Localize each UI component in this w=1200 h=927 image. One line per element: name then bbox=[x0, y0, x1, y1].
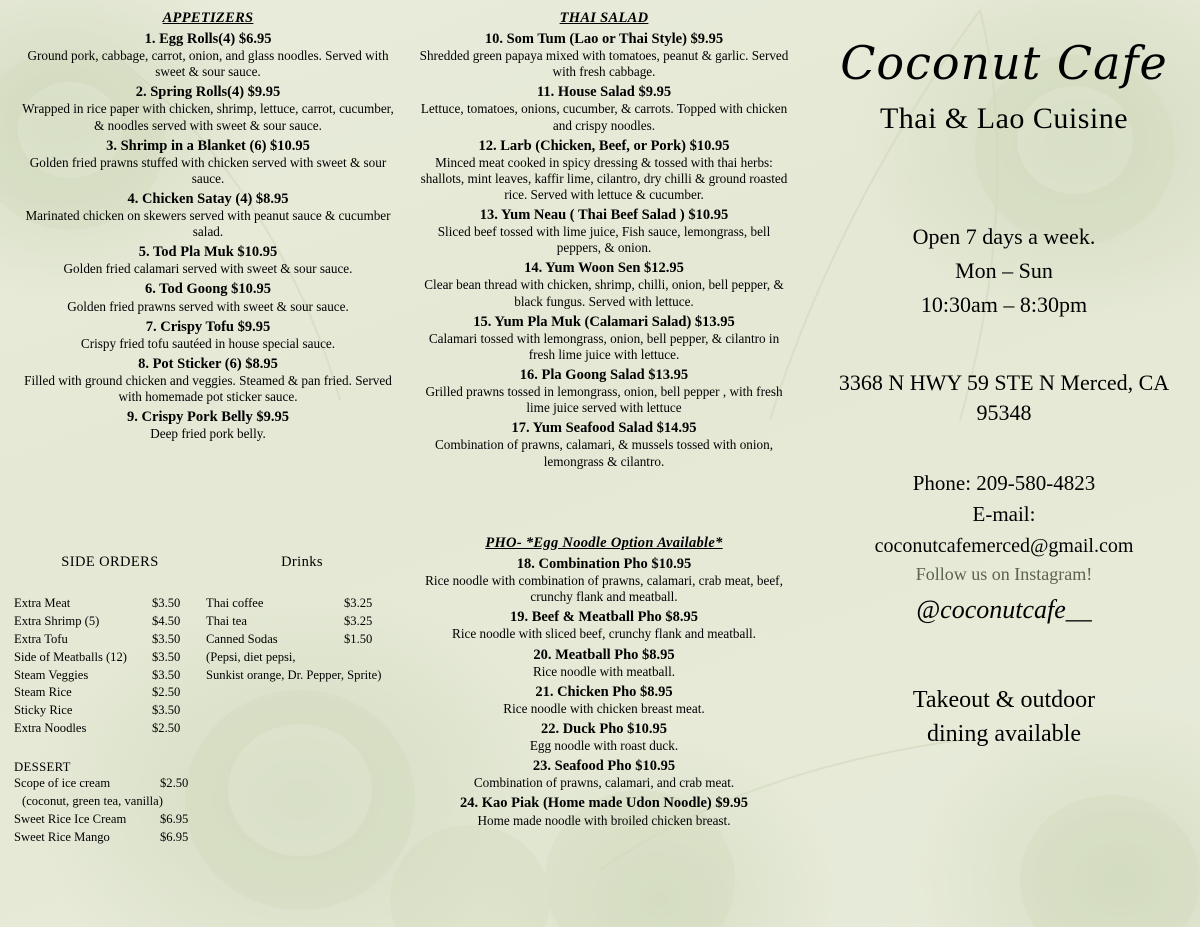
menu-item-name: 1. Egg Rolls(4) $6.95 bbox=[144, 31, 272, 47]
side-order-price: $3.50 bbox=[152, 703, 181, 718]
menu-item-desc: Shredded green papaya mixed with tomatoes, peanut & garlic. Served with fresh cabbage. bbox=[419, 48, 789, 80]
side-order-price: $2.50 bbox=[152, 685, 181, 700]
restaurant-tagline: Thai & Lao Cuisine bbox=[879, 102, 1129, 135]
side-orders-list bbox=[14, 595, 206, 738]
dessert-note: (coconut, green tea, vanilla) bbox=[22, 793, 163, 808]
drink-name: Thai tea bbox=[206, 613, 247, 628]
menu-item-desc: Rice noodle with sliced beef, crunchy flank and meatball. bbox=[452, 626, 756, 642]
side-order-name: Steam Veggies bbox=[14, 667, 89, 682]
price-row bbox=[14, 720, 206, 738]
drink-price: $3.25 bbox=[344, 596, 373, 610]
menu-item-desc: Egg noodle with roast duck. bbox=[529, 738, 679, 754]
menu-item-desc: Grilled prawns tossed in lemongrass, onion, bell pepper , with fresh lime juice served with lettuce bbox=[425, 384, 783, 416]
menu-item-name: 14. Yum Woon Sen $12.95 bbox=[524, 260, 684, 277]
menu-item-desc: Golden fried prawns served with sweet & sour sauce. bbox=[67, 298, 349, 314]
thai-salad-heading: THAI SALAD bbox=[559, 10, 649, 26]
hours-block bbox=[812, 220, 1196, 322]
pho-heading: PHO- *Egg Noodle Option Available* bbox=[485, 535, 723, 551]
menu-item-desc: Filled with ground chicken and veggies. Steamed & pan fried. Served with homemade pot sticker sauce. bbox=[24, 373, 392, 405]
side-order-name: Extra Meat bbox=[14, 596, 71, 610]
side-order-price: $4.50 bbox=[152, 613, 181, 628]
side-order-name: Steam Rice bbox=[14, 685, 72, 700]
price-row bbox=[206, 595, 398, 613]
menu-item-desc: Marinated chicken on skewers served with peanut sauce & cucumber salad. bbox=[25, 208, 391, 240]
menu-item-desc: Calamari tossed with lemongrass, onion, bell pepper, & cilantro in fresh lime juice with lettuce. bbox=[428, 330, 780, 362]
price-row bbox=[14, 667, 206, 685]
appetizers-heading: APPETIZERS bbox=[162, 10, 254, 26]
menu-item-desc: Clear bean thread with chicken, shrimp, chilli, onion, bell pepper, & black fungus. Served with lettuce. bbox=[424, 277, 784, 309]
menu-item-name: 3. Shrimp in a Blanket (6) $10.95 bbox=[106, 137, 310, 154]
price-row bbox=[14, 631, 206, 649]
menu-item-desc: Ground pork, cabbage, carrot, onion, and glass noodles. Served with sweet & sour sauce. bbox=[27, 48, 389, 80]
menu-item-desc: Minced meat cooked in spicy dressing & tossed with thai herbs: shallots, mint leaves, kaffir lime, cilantro, dry chilli & ground roasted rice. Served with lettuce & cucumber. bbox=[420, 154, 788, 202]
menu-item-name: 18. Combination Pho $10.95 bbox=[516, 556, 692, 572]
phone-number[interactable]: Phone: 209-580-4823 bbox=[912, 470, 1096, 495]
side-order-name: Sticky Rice bbox=[14, 703, 73, 718]
hours-line-2: Mon – Sun bbox=[955, 258, 1053, 284]
appetizers-section bbox=[8, 10, 408, 444]
hours-line-3: 10:30am – 8:30pm bbox=[920, 292, 1088, 318]
side-order-name: Extra Shrimp (5) bbox=[14, 613, 100, 628]
side-order-price: $3.50 bbox=[152, 667, 181, 682]
menu-item-desc: Rice noodle with meatball. bbox=[532, 663, 676, 679]
menu-item-desc: Rice noodle with combination of prawns, calamari, crab meat, beef, crunchy flank and meatball. bbox=[425, 573, 783, 605]
dessert-name: Sweet Rice Mango bbox=[14, 829, 110, 844]
price-row bbox=[14, 829, 214, 847]
dessert-price: $6.95 bbox=[160, 829, 189, 844]
menu-item-name: 12. Larb (Chicken, Beef, or Pork) $10.95 bbox=[478, 137, 730, 154]
price-row bbox=[14, 595, 206, 613]
side-order-name: Extra Tofu bbox=[14, 631, 68, 646]
menu-item-desc: Rice noodle with chicken breast meat. bbox=[503, 700, 705, 716]
contact-block bbox=[812, 468, 1196, 629]
menu-item-name: 10. Som Tum (Lao or Thai Style) $9.95 bbox=[484, 31, 724, 47]
thai-salad-section bbox=[404, 10, 804, 472]
dessert-section bbox=[14, 760, 214, 847]
menu-item-desc: Combination of prawns, calamari, and crab meat. bbox=[473, 775, 735, 791]
price-row bbox=[14, 811, 214, 829]
price-row bbox=[206, 631, 398, 649]
side-orders-heading: SIDE ORDERS bbox=[61, 554, 159, 570]
email-label: E-mail: bbox=[972, 502, 1036, 527]
drinks-note-line2: Sunkist orange, Dr. Pepper, Sprite) bbox=[206, 667, 382, 682]
dessert-price: $6.95 bbox=[160, 811, 189, 826]
menu-item-name: 15. Yum Pla Muk (Calamari Salad) $13.95 bbox=[473, 313, 735, 330]
pho-section bbox=[404, 535, 804, 831]
side-orders-drinks-section bbox=[14, 540, 404, 847]
takeout-block bbox=[812, 683, 1196, 753]
side-order-name: Extra Noodles bbox=[14, 721, 87, 736]
dessert-heading: DESSERT bbox=[14, 760, 71, 774]
dessert-price: $2.50 bbox=[160, 776, 189, 790]
instagram-follow-text: Follow us on Instagram! bbox=[915, 563, 1093, 584]
hours-line-1: Open 7 days a week. bbox=[912, 224, 1096, 249]
menu-item-name: 16. Pla Goong Salad $13.95 bbox=[519, 366, 689, 383]
dessert-name: Scope of ice cream bbox=[14, 776, 111, 790]
drinks-heading: Drinks bbox=[281, 554, 323, 570]
price-row bbox=[14, 702, 206, 720]
menu-item-desc: Combination of prawns, calamari, & mussels tossed with onion, lemongrass & cilantro. bbox=[434, 437, 774, 469]
address-line-2: 95348 bbox=[976, 399, 1032, 425]
menu-item-name: 8. Pot Sticker (6) $8.95 bbox=[138, 355, 278, 372]
menu-item-desc: Deep fried pork belly. bbox=[150, 426, 266, 442]
menu-item-name: 24. Kao Piak (Home made Udon Noodle) $9.95 bbox=[460, 795, 748, 812]
instagram-handle[interactable]: @coconutcafe__ bbox=[916, 594, 1092, 624]
price-row bbox=[206, 613, 398, 631]
takeout-line-1: Takeout & outdoor bbox=[912, 686, 1096, 713]
menu-item-name: 7. Crispy Tofu $9.95 bbox=[145, 318, 271, 335]
side-order-price: $3.50 bbox=[152, 631, 181, 646]
drink-name: Thai coffee bbox=[206, 596, 264, 610]
menu-item-name: 4. Chicken Satay (4) $8.95 bbox=[127, 190, 289, 207]
menu-item-name: 20. Meatball Pho $8.95 bbox=[533, 646, 675, 663]
price-row bbox=[14, 684, 206, 702]
restaurant-info-panel bbox=[812, 14, 1196, 752]
takeout-line-2: dining available bbox=[927, 721, 1081, 748]
email-address[interactable]: coconutcafemerced@gmail.com bbox=[874, 534, 1134, 557]
menu-item-desc: Lettuce, tomatoes, onions, cucumber, & carrots. Topped with chicken and crispy noodles. bbox=[420, 101, 788, 133]
menu-item-name: 22. Duck Pho $10.95 bbox=[540, 720, 668, 737]
menu-item-name: 13. Yum Neau ( Thai Beef Salad ) $10.95 bbox=[479, 207, 729, 224]
address-line-1: 3368 N HWY 59 STE N Merced, CA bbox=[838, 370, 1170, 396]
price-row bbox=[14, 613, 206, 631]
side-order-price: $3.50 bbox=[152, 596, 181, 610]
drink-name: Canned Sodas bbox=[206, 631, 278, 646]
drink-price: $3.25 bbox=[344, 613, 373, 628]
side-order-price: $2.50 bbox=[152, 721, 181, 736]
menu-item-desc: Golden fried prawns stuffed with chicken served with sweet & sour sauce. bbox=[29, 154, 387, 186]
menu-item-desc: Sliced beef tossed with lime juice, Fish sauce, lemongrass, bell peppers, & onion. bbox=[437, 224, 771, 256]
dessert-name: Sweet Rice Ice Cream bbox=[14, 811, 127, 826]
restaurant-name: Coconut Cafe bbox=[840, 36, 1168, 90]
menu-item-name: 5. Tod Pla Muk $10.95 bbox=[138, 244, 278, 261]
side-order-name: Side of Meatballs (12) bbox=[14, 649, 127, 664]
drink-price: $1.50 bbox=[344, 631, 373, 646]
menu-item-desc: Home made noodle with broiled chicken breast. bbox=[477, 812, 731, 828]
menu-item-desc: Golden fried calamari served with sweet & sour sauce. bbox=[63, 261, 353, 277]
menu-item-desc: Wrapped in rice paper with chicken, shrimp, lettuce, carrot, cucumber, & noodles served with sweet & sour sauce. bbox=[22, 101, 394, 133]
menu-item-name: 17. Yum Seafood Salad $14.95 bbox=[511, 420, 697, 437]
drinks-note-line1: (Pepsi, diet pepsi, bbox=[206, 649, 296, 664]
address-block bbox=[812, 368, 1196, 427]
menu-item-desc: Crispy fried tofu sautéed in house special sauce. bbox=[80, 335, 336, 351]
menu-item-name: 21. Chicken Pho $8.95 bbox=[535, 683, 673, 700]
menu-item-name: 23. Seafood Pho $10.95 bbox=[532, 758, 676, 775]
drinks-list bbox=[206, 595, 398, 738]
menu-item-name: 11. House Salad $9.95 bbox=[536, 84, 672, 101]
menu-item-name: 6. Tod Goong $10.95 bbox=[144, 281, 272, 298]
side-order-price: $3.50 bbox=[152, 649, 181, 664]
price-row bbox=[14, 649, 206, 667]
menu-item-name: 2. Spring Rolls(4) $9.95 bbox=[135, 84, 281, 101]
menu-item-name: 9. Crispy Pork Belly $9.95 bbox=[127, 409, 289, 426]
menu-item-name: 19. Beef & Meatball Pho $8.95 bbox=[509, 609, 699, 626]
price-row bbox=[14, 775, 214, 793]
